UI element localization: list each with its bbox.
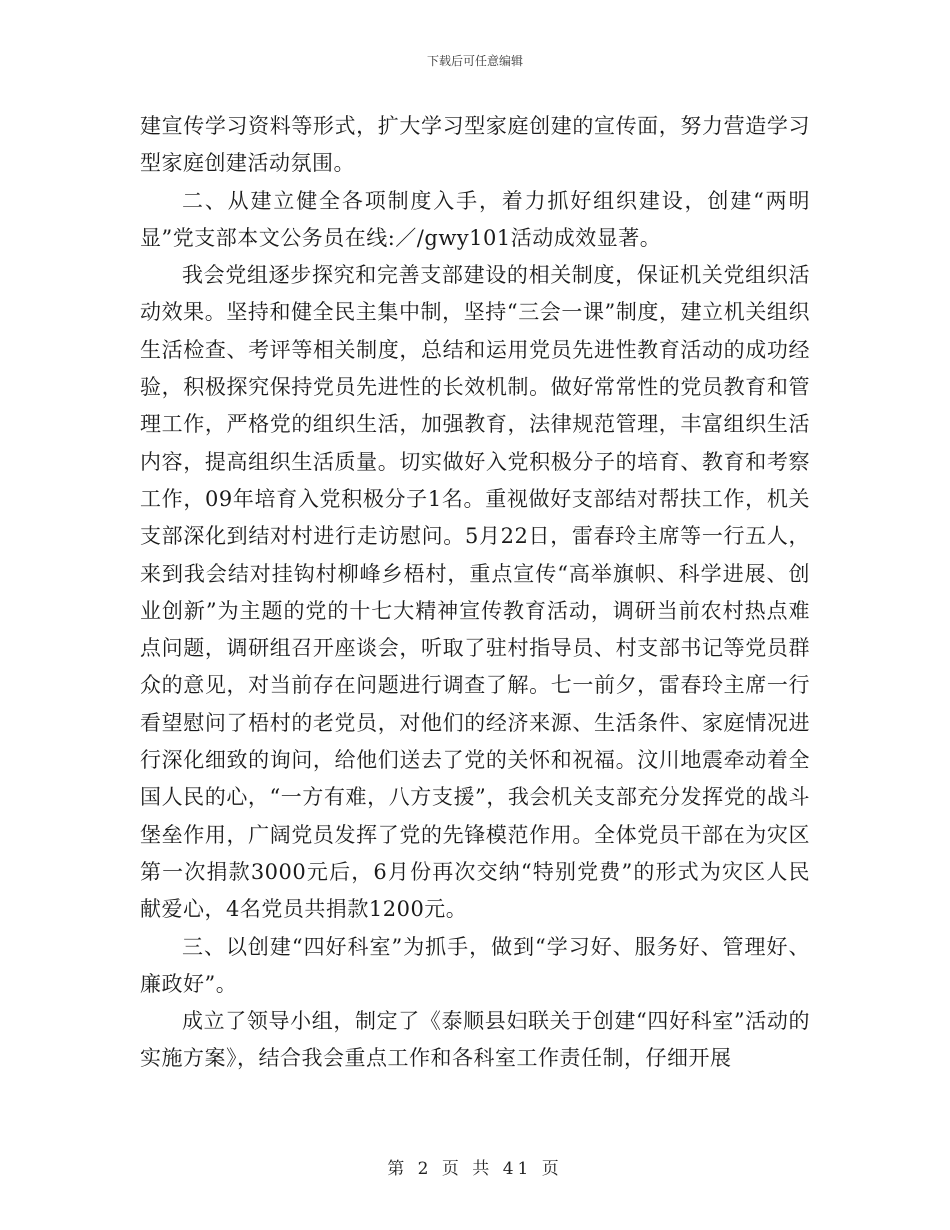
section-heading-three: 三、以创建“四好科室”为抓手，做到“学习好、服务好、管理好、廉政好”。 [140,934,810,996]
page-header: 下载后可任意编辑 [426,54,523,68]
page-footer: 第 2 页 共 41 页 [387,1159,563,1179]
section-heading-two: 二、从建立健全各项制度入手，着力抓好组织建设，创建“两明显”党支部本文公务员在线:／/gwy101活动成效显著。 [140,188,810,250]
paragraph-party-building: 我会党组逐步探究和完善支部建设的相关制度，保证机关党组织活动效果。坚持和健全民主集中制，坚持“三会一课”制度，建立机关组织生活检查、考评等相关制度，总结和运用党员先进性教育活动的成功经验，积极探究保持党员先进性的长效机制。做好常常性的党员教育和管理工作，严格党的组织生活，加强教育，法律规范管理，丰富组织生活内容，提高组织生活质量。切实做好入党积极分子的培育、教育和考察工作，09年培育入党积极分子1名。重视做好支部结对帮扶工作，机关支部深化到结对村进行走访慰问。5月22日，雷春玲主席等一行五人，来到我会结对挂钩村柳峰乡梧村，重点宣传“高举旗帜、科学进展、创业创新”为主题的党的十七大精神宣传教育活动，调研当前农村热点难点问题，调研组召开座谈会，听取了驻村指导员、村支部书记等党员群众的意见，对当前存在问题进行调查了解。七一前夕，雷春玲主席一行看望慰问了梧村的老党员，对他们的经济来源、生活条件、家庭情况进行深化细致的询问，给他们送去了党的关怀和祝福。汶川地震牵动着全国人民的心，“一方有难，八方支援”，我会机关支部充分发挥党的战斗堡垒作用，广阔党员发挥了党的先锋模范作用。全体党员干部在为灾区第一次捐款3000元后，6月份再次交纳“特别党费”的形式为灾区人民献爱心，4名党员共捐款1200元。 [140,263,810,922]
document-body [140,108,810,1078]
paragraph-four-good-offices: 成立了领导小组，制定了《泰顺县妇联关于创建“四好科室”活动的实施方案》，结合我会重点工作和各科室工作责任制，仔细开展 [140,1009,810,1071]
paragraph-continuation: 建宣传学习资料等形式，扩大学习型家庭创建的宣传面，努力营造学习型家庭创建活动氛围。 [140,114,810,176]
